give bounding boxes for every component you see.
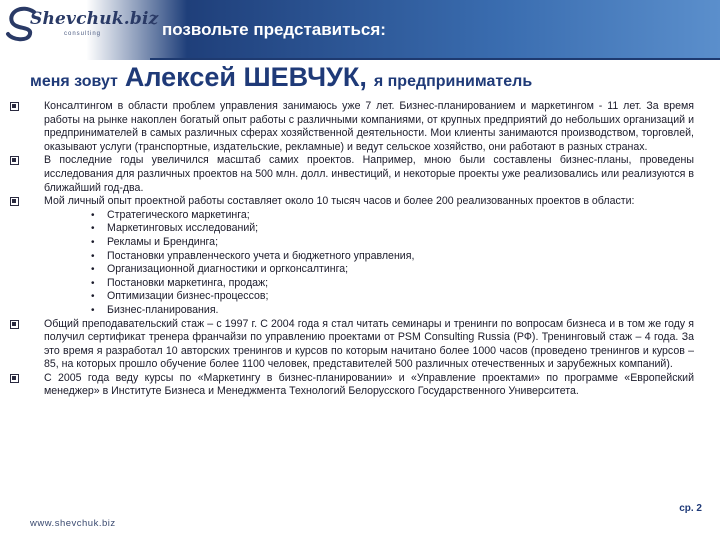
list-item-text: Стратегического маркетинга; — [107, 208, 250, 221]
paragraph-text: Мой личный опыт проектной работы составляет около 10 тысяч часов и более 200 реализованных проектов в области: — [44, 195, 635, 208]
expertise-list — [0, 209, 720, 318]
bullet-dot-icon: • — [91, 250, 95, 262]
list-item-text: Постановки управленческого учета и бюджетного управления, — [107, 249, 415, 262]
slide-title: позвольте представиться: — [162, 20, 386, 39]
paragraph-text: Общий преподавательский стаж – с 1997 г. С 2004 года я стал читать семинары и тренинги по вопросам бизнеса и в том же году я получил сертификат тренера франчайзи по управлению проектами от PSM Consulting Russia (РФ). Тренинговый стаж – 4 года. За это время я разработал 10 авторских тренингов и курсов по которым начитано более 1000 часов (проведено тренингов и курсов – 85, на которых прошло обучение более 1100 человек, представителей 500 различных отечественных и зарубежных компаний). — [44, 317, 694, 371]
list-item — [0, 290, 720, 304]
logo-text: Shevchuk.biz — [30, 9, 159, 29]
slide-content — [0, 100, 720, 399]
list-item-text: Оптимизации бизнес-процессов; — [107, 290, 269, 303]
paragraph-consulting — [0, 100, 694, 154]
paragraph-text: Консалтингом в области проблем управления занимаюсь уже 7 лет. Бизнес-планированием и маркетингом - 11 лет. За время работы на рынке накоплен богатый опыт работы с различными компаниями, от крупных предприятий до небольших организаций и предпринимателей в самых различных сферах хозяйственной деятельности. Мои клиенты занимаются производством, торговлей, оказывают услуги (транспортные, издательские, рекламные) и ведут сельское хозяйство, они работают в разных странах. — [44, 100, 694, 153]
bullet-dot-icon: • — [91, 304, 95, 316]
checkbox-bullet-icon — [10, 197, 19, 206]
logo-subtext: consulting — [64, 31, 102, 37]
checkbox-bullet-icon — [10, 102, 19, 111]
list-item — [0, 277, 720, 291]
list-item — [0, 250, 720, 264]
list-item-text: Бизнес-планирования. — [107, 303, 219, 316]
bullet-dot-icon: • — [91, 209, 95, 221]
list-item-text: Постановки маркетинга, продаж; — [107, 276, 269, 289]
header-divider — [150, 58, 720, 60]
paragraph-experience — [0, 195, 694, 209]
header-bar — [0, 0, 720, 60]
list-item-text: Маркетинговых исследований; — [107, 222, 259, 235]
list-item — [0, 209, 720, 223]
subtitle-part-3: я предприниматель — [373, 73, 533, 90]
list-item — [0, 263, 720, 277]
list-item — [0, 222, 720, 236]
paragraph-text: С 2005 года веду курсы по «Маркетингу в бизнес-планировании» и «Управление проектами» по программе «Европейский менеджер» в Институте Бизнеса и Менеджмента Технологий Белорусского Государственного Университета. — [44, 371, 694, 398]
logo[interactable] — [4, 4, 159, 44]
page-number: ср. 2 — [679, 503, 702, 514]
subtitle-name: Алексей ШЕВЧУК, — [124, 62, 367, 92]
bullet-dot-icon: • — [91, 223, 95, 235]
bullet-dot-icon: • — [91, 291, 95, 303]
paragraph-courses — [0, 372, 694, 399]
paragraph-teaching — [0, 318, 694, 372]
checkbox-bullet-icon — [10, 156, 19, 165]
footer-website-link[interactable]: www.shevchuk.biz — [30, 518, 116, 529]
checkbox-bullet-icon — [10, 374, 19, 383]
list-item — [0, 236, 720, 250]
list-item-text: Организационной диагностики и оргконсалтинга; — [107, 263, 349, 276]
bullet-dot-icon: • — [91, 277, 95, 289]
subtitle-part-1: меня зовут — [30, 73, 118, 90]
paragraph-projects — [0, 154, 694, 195]
list-item-text: Рекламы и Брендинга; — [107, 235, 219, 248]
bullet-dot-icon: • — [91, 236, 95, 248]
bullet-dot-icon: • — [91, 264, 95, 276]
paragraph-text: В последние годы увеличился масштаб самих проектов. Например, мною были составлены бизнес-планы, проведены исследования для различных проектов на 500 млн. долл. инвестиций, и некоторые проекты уже реализовались или реализуются в ближайший год-два. — [44, 154, 694, 194]
list-item — [0, 304, 720, 318]
checkbox-bullet-icon — [10, 320, 19, 329]
slide-subtitle — [30, 62, 532, 96]
